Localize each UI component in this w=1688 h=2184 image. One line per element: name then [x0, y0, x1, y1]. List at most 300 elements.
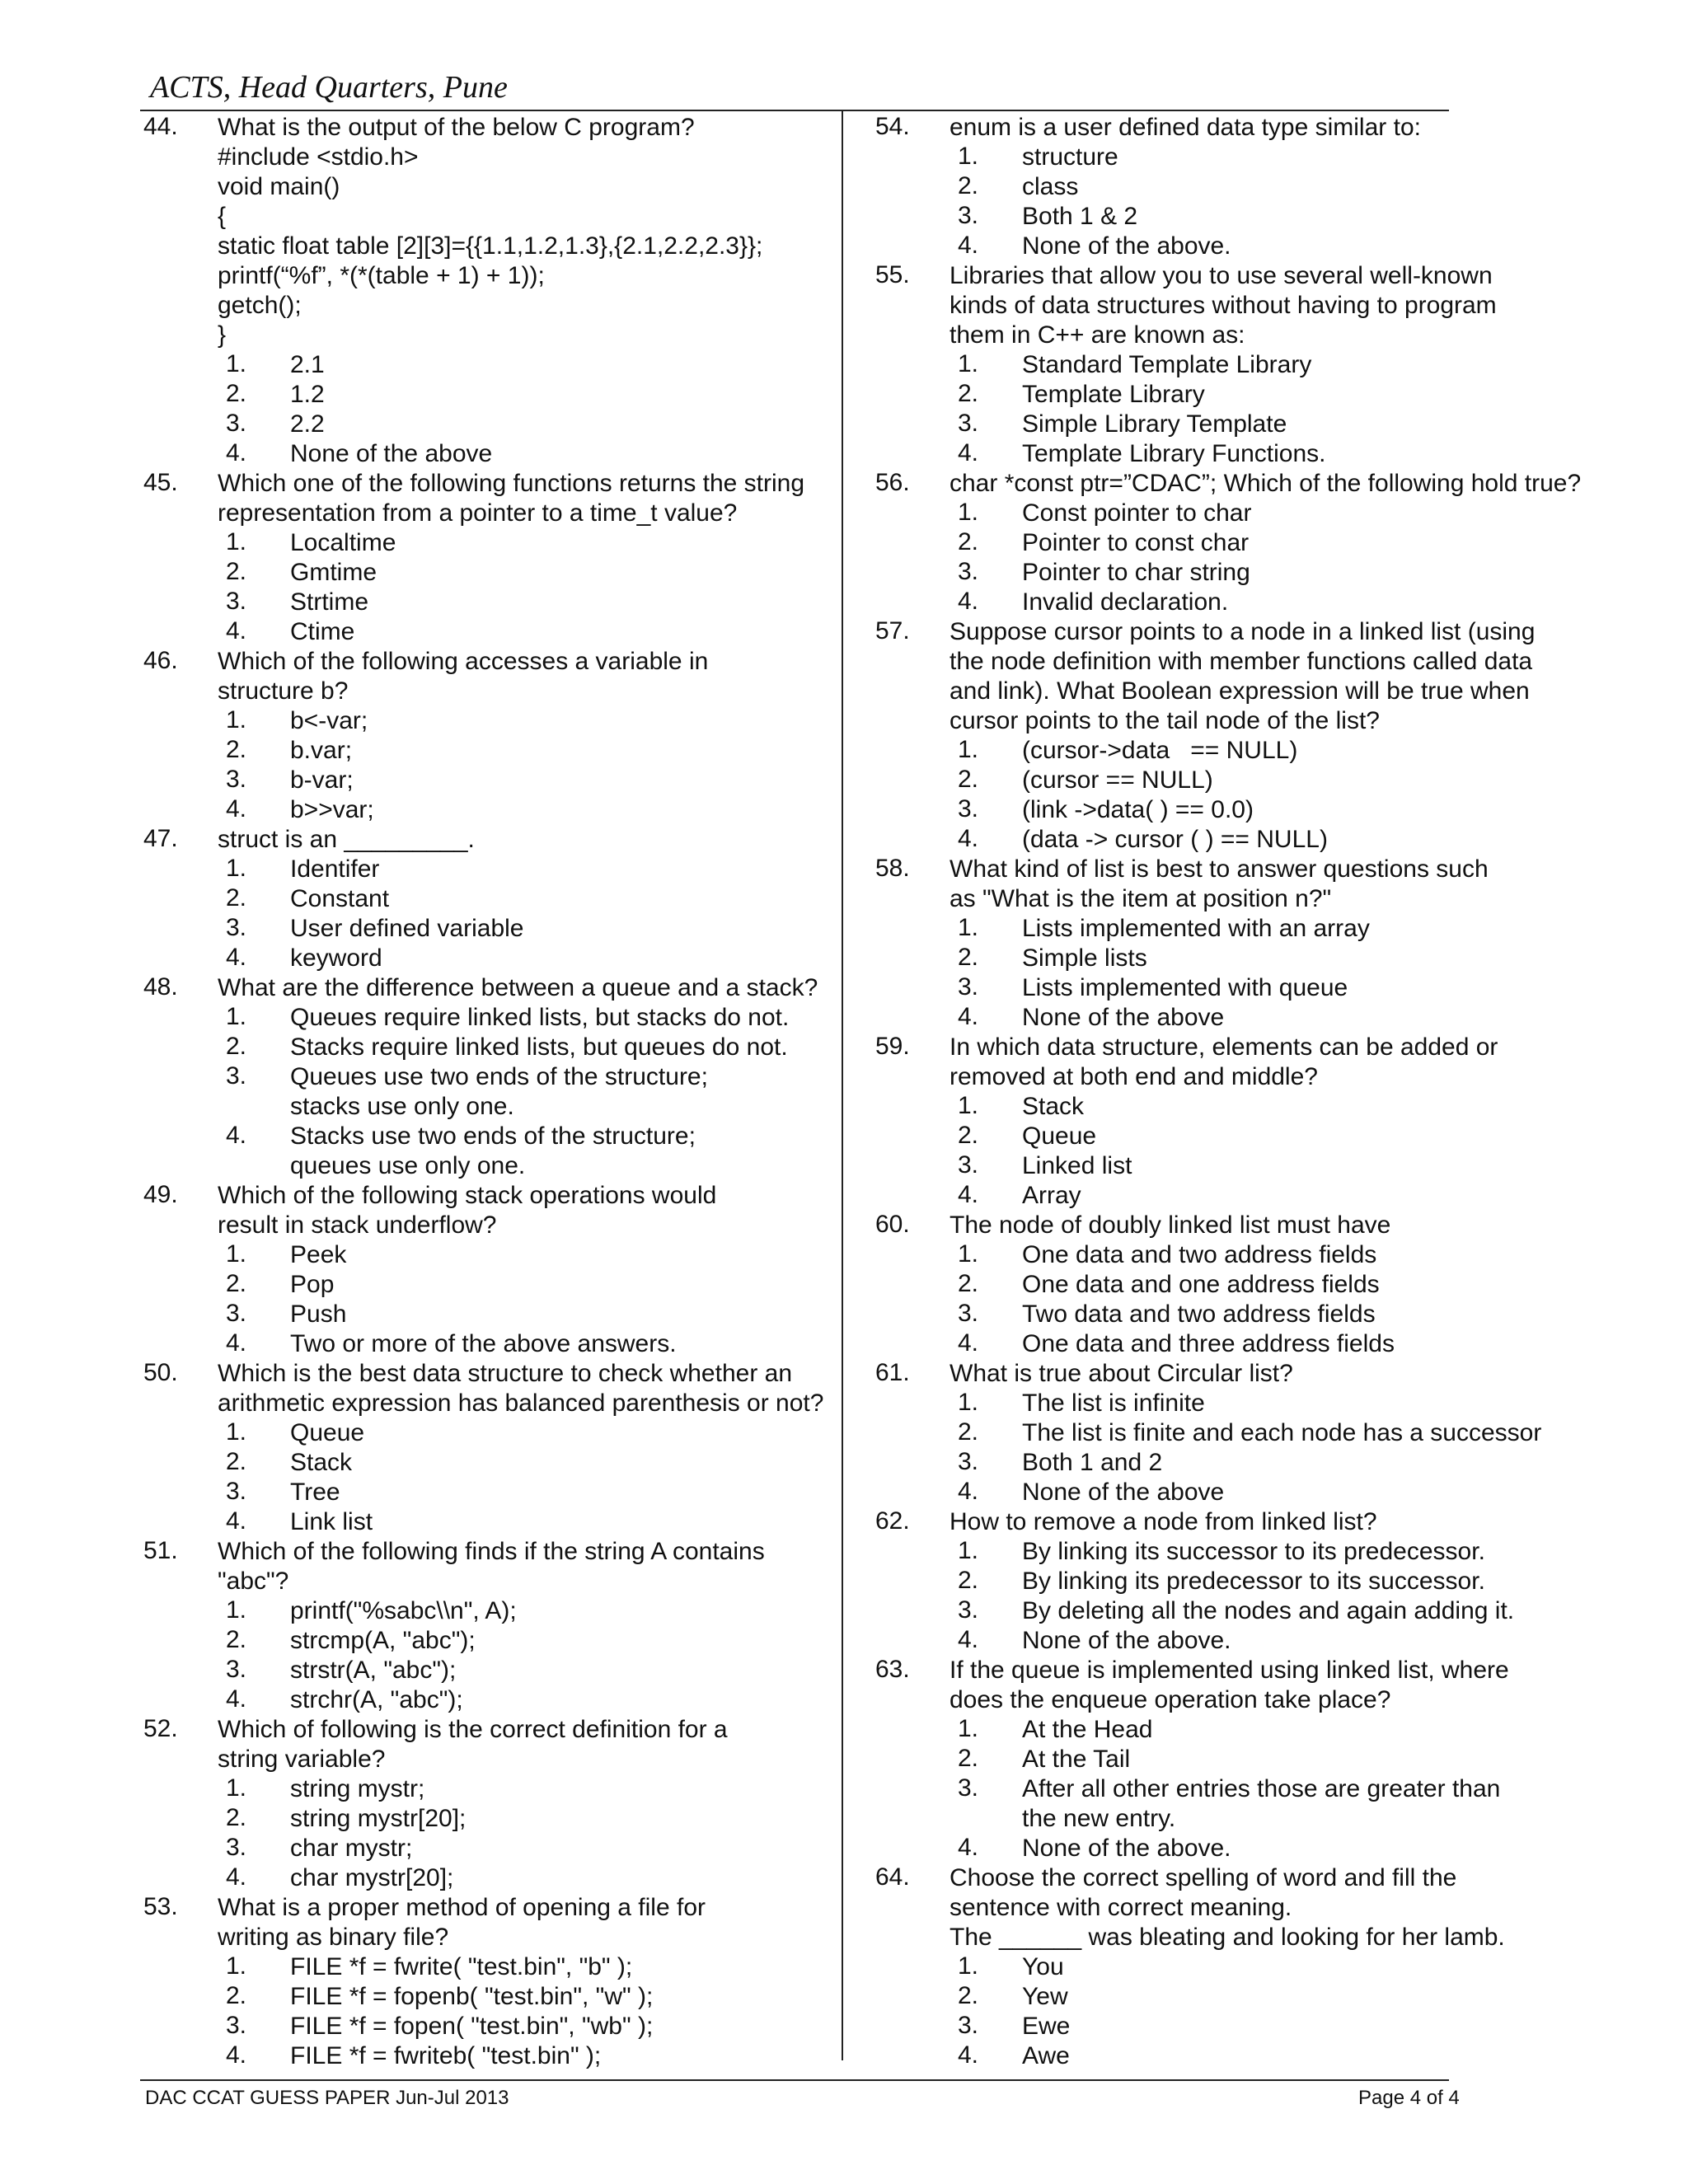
answer-option — [950, 1596, 1581, 1626]
option-text-line: Constant — [290, 885, 390, 912]
answer-option — [218, 1952, 832, 1982]
option-number: 4. — [226, 795, 247, 823]
answer-option — [950, 1151, 1581, 1181]
question-text-line: Which of the following finds if the string A contains — [218, 1538, 765, 1565]
answer-option — [218, 914, 832, 944]
option-text-line: None of the above — [1022, 1479, 1225, 1506]
option-number: 3. — [226, 588, 247, 615]
option-number: 3. — [226, 914, 247, 941]
answer-option — [950, 1715, 1581, 1745]
question-number: 60. — [875, 1211, 910, 1238]
question-number: 48. — [143, 973, 178, 1001]
question-text-line: { — [218, 203, 227, 230]
option-number: 4. — [958, 439, 979, 466]
answer-option — [950, 410, 1581, 439]
question-text-line: structure b? — [218, 677, 349, 705]
answer-option — [950, 172, 1581, 202]
option-number: 1. — [958, 1715, 979, 1742]
option-text-line: Peek — [290, 1241, 347, 1268]
question-item — [140, 1715, 832, 1893]
option-text-line: The list is finite and each node has a successor — [1022, 1419, 1542, 1446]
option-text-line: char mystr[20]; — [290, 1864, 454, 1891]
answer-option — [950, 795, 1581, 825]
question-text-line: #include <stdio.h> — [218, 143, 419, 171]
question-text-line: Which is the best data structure to check whether an — [218, 1360, 793, 1387]
question-item — [140, 1893, 832, 2071]
option-text-line: Push — [290, 1301, 347, 1328]
answer-option — [218, 350, 832, 380]
option-number: 2. — [226, 884, 247, 912]
option-number: 2. — [226, 380, 247, 407]
option-text-line: By deleting all the nodes and again adding it. — [1022, 1597, 1515, 1624]
option-number: 4. — [226, 1863, 247, 1891]
question-number: 54. — [875, 113, 910, 140]
column-divider — [842, 110, 843, 2060]
question-item — [140, 973, 832, 1181]
question-text-line: printf(“%f”, *(*(table + 1) + 1)); — [218, 262, 545, 289]
answer-option — [950, 1745, 1581, 1774]
option-number: 1. — [958, 1240, 979, 1268]
answer-option — [950, 1774, 1581, 1834]
answer-option — [218, 855, 832, 884]
question-text-line: cursor points to the tail node of the list? — [950, 707, 1380, 734]
question-item — [872, 855, 1581, 1033]
answer-option — [950, 1389, 1581, 1418]
option-number: 2. — [958, 172, 979, 199]
option-number: 4. — [958, 588, 979, 615]
footer-paper-title: DAC CCAT GUESS PAPER Jun-Jul 2013 — [145, 2087, 509, 2109]
question-number: 61. — [875, 1359, 910, 1386]
answer-option — [218, 795, 832, 825]
option-text-line: char mystr; — [290, 1835, 413, 1862]
question-item — [872, 261, 1581, 469]
option-text-line: structure — [1022, 143, 1118, 171]
question-text-line: Libraries that allow you to use several well-known — [950, 262, 1493, 289]
option-text-line: Ctime — [290, 618, 355, 645]
question-text-line: What is a proper method of opening a file for — [218, 1894, 706, 1921]
option-text-line: By linking its predecessor to its successor. — [1022, 1568, 1485, 1595]
question-number: 57. — [875, 617, 910, 644]
answer-option — [950, 439, 1581, 469]
question-text-line: Which of the following accesses a variable in — [218, 648, 709, 675]
option-text-line: class — [1022, 173, 1079, 200]
question-item — [140, 1359, 832, 1537]
answer-option — [950, 380, 1581, 410]
option-number: 4. — [226, 617, 247, 644]
option-text-line: (cursor == NULL) — [1022, 766, 1213, 794]
answer-option — [950, 1567, 1581, 1596]
option-number: 4. — [226, 1507, 247, 1535]
question-text-line: Which of following is the correct definition for a — [218, 1716, 728, 1743]
answer-option — [950, 973, 1581, 1003]
option-number: 4. — [226, 1329, 247, 1357]
question-number: 59. — [875, 1033, 910, 1060]
question-text-line: representation from a pointer to a time_t value? — [218, 499, 738, 527]
option-number: 4. — [958, 1181, 979, 1208]
option-number: 3. — [958, 1448, 979, 1475]
question-number: 64. — [875, 1863, 910, 1891]
answer-option — [218, 2041, 832, 2071]
question-number: 44. — [143, 113, 178, 140]
option-text-line: Invalid declaration. — [1022, 588, 1229, 616]
option-text-line: You — [1022, 1953, 1064, 1980]
question-text-line: string variable? — [218, 1746, 386, 1773]
answer-option — [950, 736, 1581, 766]
answer-option — [950, 1834, 1581, 1863]
option-text-line: b>>var; — [290, 796, 374, 823]
answer-option — [950, 944, 1581, 973]
option-number: 1. — [226, 350, 247, 377]
option-text-line: Gmtime — [290, 559, 377, 586]
option-number: 4. — [226, 944, 247, 971]
answer-option — [218, 1418, 832, 1448]
option-text-line: None of the above — [290, 440, 493, 467]
answer-option — [218, 1300, 832, 1329]
option-text-line: Queues use two ends of the structure; — [290, 1063, 708, 1090]
option-number: 3. — [958, 1774, 979, 1802]
answer-option — [218, 1863, 832, 1893]
question-text-line: In which data structure, elements can be added or — [950, 1033, 1498, 1061]
question-text-line: void main() — [218, 173, 340, 200]
option-text-line: Pointer to const char — [1022, 529, 1250, 556]
option-number: 3. — [958, 2012, 979, 2039]
option-text-line: Pop — [290, 1271, 335, 1298]
option-number: 3. — [226, 2012, 247, 2039]
left-question-column — [140, 113, 832, 2071]
option-text-line: At the Head — [1022, 1716, 1153, 1743]
option-text-line: Tree — [290, 1479, 340, 1506]
option-text-line: Simple Library Template — [1022, 410, 1287, 438]
option-number: 1. — [958, 914, 979, 941]
answer-option — [218, 766, 832, 795]
question-number: 51. — [143, 1537, 178, 1564]
option-text-line: 1.2 — [290, 381, 325, 408]
option-number: 2. — [958, 1122, 979, 1149]
question-text-line: as "What is the item at position n?" — [950, 885, 1332, 912]
answer-option — [950, 1092, 1581, 1122]
option-text-line: (data -> cursor ( ) == NULL) — [1022, 826, 1328, 853]
answer-option — [950, 1181, 1581, 1211]
option-number: 1. — [226, 706, 247, 733]
option-text-line: Stacks use two ends of the structure; — [290, 1122, 696, 1150]
option-number: 4. — [958, 1626, 979, 1653]
option-text-line: strcmp(A, "abc"); — [290, 1627, 476, 1654]
option-text-line: At the Tail — [1022, 1746, 1131, 1773]
question-number: 49. — [143, 1181, 178, 1208]
option-text-line: Stack — [290, 1449, 353, 1476]
option-text-line: b<-var; — [290, 707, 368, 734]
question-item — [872, 1359, 1581, 1507]
option-number: 2. — [958, 1745, 979, 1772]
option-number: 4. — [226, 1122, 247, 1149]
option-number: 1. — [958, 1537, 979, 1564]
answer-option — [950, 499, 1581, 528]
option-text-line: (link ->data( ) == 0.0) — [1022, 796, 1254, 823]
question-text-line: and link). What Boolean expression will be true when — [950, 677, 1530, 705]
option-text-line: Lists implemented with an array — [1022, 915, 1370, 942]
option-text-line: 2.2 — [290, 410, 325, 438]
option-number: 3. — [226, 1834, 247, 1861]
question-item — [872, 469, 1581, 617]
option-text-line: None of the above. — [1022, 232, 1231, 260]
question-item — [140, 469, 832, 647]
option-text-line: (cursor->data == NULL) — [1022, 737, 1298, 764]
option-text-line: FILE *f = fwrite( "test.bin", "b" ); — [290, 1953, 633, 1980]
page-header-title: ACTS, Head Quarters, Pune — [150, 70, 508, 105]
option-text-line: string mystr; — [290, 1775, 425, 1802]
option-number: 2. — [958, 1270, 979, 1297]
question-item — [872, 1507, 1581, 1656]
question-text-line: removed at both end and middle? — [950, 1063, 1318, 1090]
answer-option — [218, 944, 832, 973]
option-text-line: None of the above. — [1022, 1627, 1231, 1654]
question-number: 45. — [143, 469, 178, 496]
answer-option — [950, 1626, 1581, 1656]
question-item — [872, 617, 1581, 855]
option-text-line: Two or more of the above answers. — [290, 1330, 677, 1357]
option-text-line: Array — [1022, 1182, 1081, 1209]
answer-option — [950, 232, 1581, 261]
option-text-line: Const pointer to char — [1022, 499, 1252, 527]
option-number: 2. — [958, 944, 979, 971]
answer-option — [218, 1122, 832, 1181]
option-text-line: Pointer to char string — [1022, 559, 1250, 586]
answer-option — [218, 410, 832, 439]
option-number: 1. — [958, 1092, 979, 1119]
question-text-line: char *const ptr=”CDAC”; Which of the following hold true? — [950, 470, 1582, 497]
option-number: 1. — [226, 1003, 247, 1030]
question-item — [872, 1211, 1581, 1359]
answer-option — [218, 558, 832, 588]
option-number: 4. — [958, 1003, 979, 1030]
option-number: 2. — [958, 528, 979, 555]
question-number: 53. — [143, 1893, 178, 1920]
question-text-line: What is true about Circular list? — [950, 1360, 1293, 1387]
answer-option — [218, 1033, 832, 1062]
answer-option — [218, 736, 832, 766]
option-text-line: Linked list — [1022, 1152, 1132, 1179]
option-number: 3. — [226, 766, 247, 793]
option-text-line: Localtime — [290, 529, 396, 556]
question-text-line: Which one of the following functions returns the string — [218, 470, 805, 497]
option-number: 4. — [226, 439, 247, 466]
option-number: 3. — [958, 795, 979, 823]
answer-option — [218, 1448, 832, 1478]
option-number: 4. — [958, 1834, 979, 1861]
option-text-line: keyword — [290, 944, 382, 972]
option-number: 2. — [958, 380, 979, 407]
question-text-line: What kind of list is best to answer questions such — [950, 855, 1489, 883]
option-number: 4. — [958, 825, 979, 852]
option-text-line: Strtime — [290, 588, 369, 616]
option-text-line: Ewe — [1022, 2013, 1071, 2040]
answer-option — [950, 143, 1581, 172]
answer-option — [950, 528, 1581, 558]
question-number: 47. — [143, 825, 178, 852]
option-number: 2. — [226, 736, 247, 763]
footer-rule — [140, 2079, 1449, 2081]
option-text-line: One data and one address fields — [1022, 1271, 1380, 1298]
option-number: 3. — [226, 1300, 247, 1327]
option-number: 3. — [958, 973, 979, 1001]
option-text-line: None of the above — [1022, 1004, 1225, 1031]
answer-option — [950, 202, 1581, 232]
option-number: 2. — [226, 558, 247, 585]
header-rule — [140, 110, 1449, 111]
answer-option — [218, 1003, 832, 1033]
right-question-column — [872, 113, 1581, 2071]
question-item — [872, 1656, 1581, 1863]
option-number: 3. — [958, 1151, 979, 1179]
option-text-line: the new entry. — [1022, 1805, 1176, 1832]
question-item — [872, 113, 1581, 261]
option-text-line: Stacks require linked lists, but queues do not. — [290, 1033, 788, 1061]
question-number: 62. — [875, 1507, 910, 1535]
option-number: 4. — [226, 2041, 247, 2069]
option-text-line: 2.1 — [290, 351, 325, 378]
question-text-line: struct is an _________. — [218, 826, 475, 853]
footer-page-number: Page 4 of 4 — [1358, 2087, 1460, 2109]
option-number: 1. — [226, 1952, 247, 1980]
answer-option — [950, 1448, 1581, 1478]
question-text-line: The ______ was bleating and looking for her lamb. — [950, 1924, 1505, 1951]
option-text-line: Lists implemented with queue — [1022, 974, 1348, 1001]
option-text-line: Stack — [1022, 1093, 1085, 1120]
question-item — [140, 1537, 832, 1715]
answer-option — [218, 528, 832, 558]
question-text-line: sentence with correct meaning. — [950, 1894, 1292, 1921]
option-number: 2. — [958, 766, 979, 793]
option-text-line: Template Library Functions. — [1022, 440, 1326, 467]
option-number: 3. — [226, 1656, 247, 1683]
question-number: 55. — [875, 261, 910, 288]
answer-option — [950, 1329, 1581, 1359]
option-text-line: None of the above. — [1022, 1835, 1231, 1862]
option-text-line: Both 1 and 2 — [1022, 1449, 1163, 1476]
question-text-line: the node definition with member functions called data — [950, 648, 1533, 675]
question-text-line: What are the difference between a queue and a stack? — [218, 974, 818, 1001]
option-number: 1. — [226, 528, 247, 555]
answer-option — [218, 1329, 832, 1359]
option-text-line: The list is infinite — [1022, 1390, 1205, 1417]
option-number: 2. — [226, 1448, 247, 1475]
answer-option — [218, 1834, 832, 1863]
answer-option — [950, 2041, 1581, 2071]
answer-option — [218, 706, 832, 736]
answer-option — [218, 1270, 832, 1300]
option-number: 4. — [958, 1478, 979, 1505]
option-number: 2. — [958, 1418, 979, 1446]
option-number: 1. — [226, 1596, 247, 1624]
question-text-line: If the queue is implemented using linked list, where — [950, 1657, 1509, 1684]
answer-option — [218, 588, 832, 617]
option-number: 3. — [958, 202, 979, 229]
question-number: 58. — [875, 855, 910, 882]
answer-option — [950, 1537, 1581, 1567]
question-text-line: getch(); — [218, 292, 302, 319]
answer-option — [218, 1656, 832, 1685]
answer-option — [950, 1122, 1581, 1151]
question-item — [140, 113, 832, 469]
option-number: 2. — [226, 1033, 247, 1060]
option-number: 2. — [226, 1982, 247, 2009]
option-text-line: One data and three address fields — [1022, 1330, 1395, 1357]
answer-option — [218, 1626, 832, 1656]
answer-option — [950, 1418, 1581, 1448]
answer-option — [950, 1240, 1581, 1270]
answer-option — [950, 766, 1581, 795]
question-number: 56. — [875, 469, 910, 496]
option-text-line: string mystr[20]; — [290, 1805, 467, 1832]
option-text-line: Queues require linked lists, but stacks do not. — [290, 1004, 790, 1031]
option-text-line: Standard Template Library — [1022, 351, 1312, 378]
question-text-line: kinds of data structures without having to program — [950, 292, 1497, 319]
option-number: 3. — [226, 1062, 247, 1090]
option-number: 1. — [226, 855, 247, 882]
option-number: 1. — [226, 1240, 247, 1268]
option-text-line: Template Library — [1022, 381, 1205, 408]
answer-option — [950, 1270, 1581, 1300]
option-number: 1. — [958, 143, 979, 170]
answer-option — [950, 1300, 1581, 1329]
question-item — [140, 825, 832, 973]
option-text-line: One data and two address fields — [1022, 1241, 1377, 1268]
answer-option — [218, 617, 832, 647]
option-number: 3. — [226, 410, 247, 437]
question-text-line: does the enqueue operation take place? — [950, 1686, 1391, 1713]
question-item — [140, 1181, 832, 1359]
option-text-line: stacks use only one. — [290, 1093, 514, 1120]
question-text-line: arithmetic expression has balanced parenthesis or not? — [218, 1390, 824, 1417]
option-number: 2. — [958, 1982, 979, 2009]
option-number: 3. — [958, 1300, 979, 1327]
option-text-line: queues use only one. — [290, 1152, 526, 1179]
option-text-line: b.var; — [290, 737, 353, 764]
question-number: 50. — [143, 1359, 178, 1386]
question-text-line: The node of doubly linked list must have — [950, 1212, 1391, 1239]
answer-option — [218, 884, 832, 914]
question-text-line: enum is a user defined data type similar to: — [950, 114, 1421, 141]
option-number: 2. — [226, 1804, 247, 1831]
answer-option — [218, 1774, 832, 1804]
answer-option — [950, 350, 1581, 380]
option-text-line: Queue — [1022, 1122, 1097, 1150]
answer-option — [950, 1952, 1581, 1982]
option-text-line: User defined variable — [290, 915, 524, 942]
option-number: 4. — [958, 1329, 979, 1357]
option-text-line: Identifer — [290, 855, 380, 883]
option-number: 4. — [226, 1685, 247, 1713]
option-text-line: After all other entries those are greater than — [1022, 1775, 1501, 1802]
answer-option — [218, 2012, 832, 2041]
answer-option — [950, 2012, 1581, 2041]
question-text-line: How to remove a node from linked list? — [950, 1508, 1377, 1535]
answer-option — [950, 1982, 1581, 2012]
answer-option — [218, 1507, 832, 1537]
answer-option — [218, 380, 832, 410]
question-text-line: What is the output of the below C program? — [218, 114, 695, 141]
option-number: 3. — [958, 1596, 979, 1624]
answer-option — [218, 1062, 832, 1122]
answer-option — [950, 1478, 1581, 1507]
option-text-line: By linking its successor to its predecessor. — [1022, 1538, 1485, 1565]
option-number: 4. — [958, 232, 979, 259]
option-number: 1. — [958, 499, 979, 526]
question-text-line: Choose the correct spelling of word and fill the — [950, 1864, 1457, 1891]
question-number: 63. — [875, 1656, 910, 1683]
question-text-line: } — [218, 321, 227, 349]
answer-option — [950, 914, 1581, 944]
